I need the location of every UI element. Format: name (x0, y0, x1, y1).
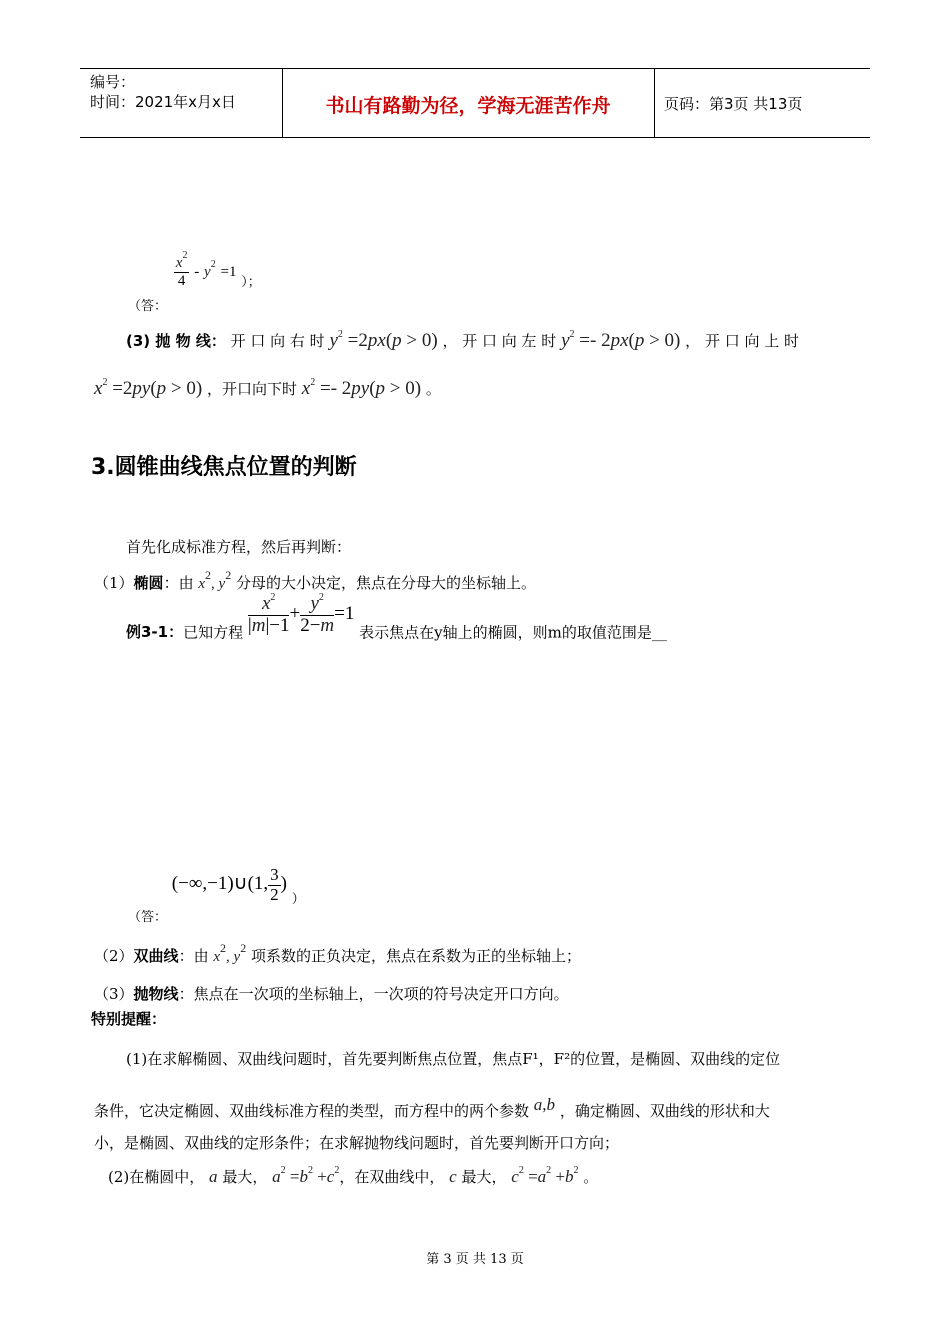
parabola-down-text: ，开口向下时 (207, 380, 298, 398)
ellipse-t2: 分母的大小决定，焦点在分母大的坐标轴上。 (235, 574, 536, 592)
ellipse-num: （1） (94, 574, 134, 592)
parabola-line-1 (126, 330, 799, 352)
page-info: 页码：第3页 共13页 (664, 95, 803, 113)
ellipse-rule (94, 568, 536, 593)
p2-t1: (2)在椭圆中， (108, 1168, 205, 1186)
reminder-title: 特别提醒： (91, 1010, 167, 1028)
intro-text: 首先化成标准方程，然后再判断： (126, 538, 352, 556)
time-label: 时间：2021年x月x日 (90, 93, 236, 111)
answer-2-fraction: $\frac{3}{2}$ (270, 865, 279, 904)
header-page-cell (654, 69, 870, 137)
example-3-1: 例3-1：已知方程 $\frac{x^2}{|m|-1}$ + $\frac{y^2}{2-m}$ =1 表示焦点在y轴上的椭圆，则m的取值范围是__ (126, 592, 667, 642)
answer-2-suffix: ） (291, 892, 305, 908)
hyperbola-label: 双曲线 (133, 947, 179, 965)
example-label: 例3-1： (126, 623, 184, 642)
hyperbola-relation: $c^2 =a^2 +b^2$ (511, 1165, 579, 1186)
p2-t4: 最大， (461, 1168, 507, 1186)
answer-2-formula: (−∞,−1)∪(1, (171, 873, 269, 895)
hyperbola-rule (94, 941, 581, 966)
answer-2: （答： (−∞,−1)∪(1, $\frac{3}{2}$ ) ） (128, 865, 305, 926)
number-label: 编号： (90, 73, 136, 91)
example-formula: $\frac{x^2}{|m|-1}$ (247, 592, 290, 636)
reminder-p1-line1: (1)在求解椭圆、双曲线问题时，首先要判断焦点位置，焦点F¹，F²的位置，是椭圆、双曲线的定位 (126, 1050, 781, 1068)
ellipse-vars: $x^2$, $y^2$ (198, 568, 232, 592)
hyperbola-t1: ：由 (178, 947, 209, 965)
parabola2-t1: ：焦点在一次项的坐标轴上，一次项的符号决定开口方向。 (178, 985, 569, 1003)
parabola-up-text: ， 开 口 向 上 时 (685, 332, 800, 350)
formula-right: $y^2 =2px(p > 0)$ (329, 329, 438, 351)
header-motto-cell (282, 69, 655, 137)
formula-left: $y^2 =- 2px(p > 0)$ (561, 329, 681, 351)
var-c: c (449, 1167, 457, 1186)
parabola-end: 。 (425, 380, 441, 398)
answer-1-formula: $\frac{x^2}{4}$ (175, 250, 188, 289)
var-a: a (209, 1167, 218, 1186)
parabola2-num: （3） (94, 985, 134, 1003)
formula-up: $x^2 =2py(p > 0)$ (94, 377, 203, 399)
p2-t2: 最大， (222, 1168, 268, 1186)
parabola2-label: 抛物线 (133, 985, 179, 1003)
formula-down: $x^2 =- 2py(p > 0)$ (301, 377, 422, 399)
ellipse-t1: ：由 (163, 574, 194, 592)
p1-l2b: ，确定椭圆、双曲线的形状和大 (559, 1102, 770, 1120)
parabola-line-2 (94, 378, 441, 400)
hyperbola-num: （2） (94, 947, 134, 965)
answer-1-suffix: ）； (241, 275, 261, 290)
example-t2: 表示焦点在y轴上的椭圆，则m的取值范围是__ (359, 623, 667, 642)
p1-l2a: 条件，它决定椭圆、双曲线标准方程的类型，而方程中的两个参数 (94, 1102, 530, 1120)
parabola-left-text: ， 开 口 向 左 时 (442, 332, 557, 350)
hyperbola-vars: $x^2$, $y^2$ (213, 941, 247, 965)
parabola-rule (94, 983, 569, 1004)
page-footer: 第 3 页 共 13 页 (426, 1252, 524, 1267)
motto: 书山有路勤为径，学海无涯苦作舟 (325, 95, 611, 117)
example-t1: 已知方程 (183, 623, 244, 642)
ellipse-relation: $a^2 =b^2 +c^2$ (272, 1165, 340, 1186)
p2-t3: ，在双曲线中， (339, 1168, 445, 1186)
section-title: 3.圆锥曲线焦点位置的判断 (91, 455, 357, 480)
example-formula-2: $\frac{y^2}{2-m}$ (300, 592, 335, 636)
hyperbola-t2: 项系数的正负决定，焦点在系数为正的坐标轴上； (250, 947, 581, 965)
params-ab: a,b (533, 1095, 556, 1114)
parabola-right-text: 开 口 向 右 时 (230, 332, 325, 350)
ellipse-label: 椭圆 (133, 574, 164, 592)
parabola-label: (3) 抛 物 线： (126, 332, 226, 350)
reminder-p2 (108, 1166, 598, 1187)
answer-1: （答： $\frac{x^2}{4}$ - $y^2 =1$ ）； (128, 250, 261, 314)
answer-2-prefix: （答： (128, 910, 168, 926)
page-header (80, 68, 870, 138)
reminder-p1-line3: 小，是椭圆、双曲线的定形条件；在求解抛物线问题时，首先要判断开口方向； (94, 1134, 620, 1152)
reminder-p1-line2 (94, 1095, 770, 1121)
answer-1-prefix: （答： (128, 299, 168, 314)
header-meta-cell (80, 69, 283, 137)
p2-t5: 。 (583, 1168, 599, 1186)
